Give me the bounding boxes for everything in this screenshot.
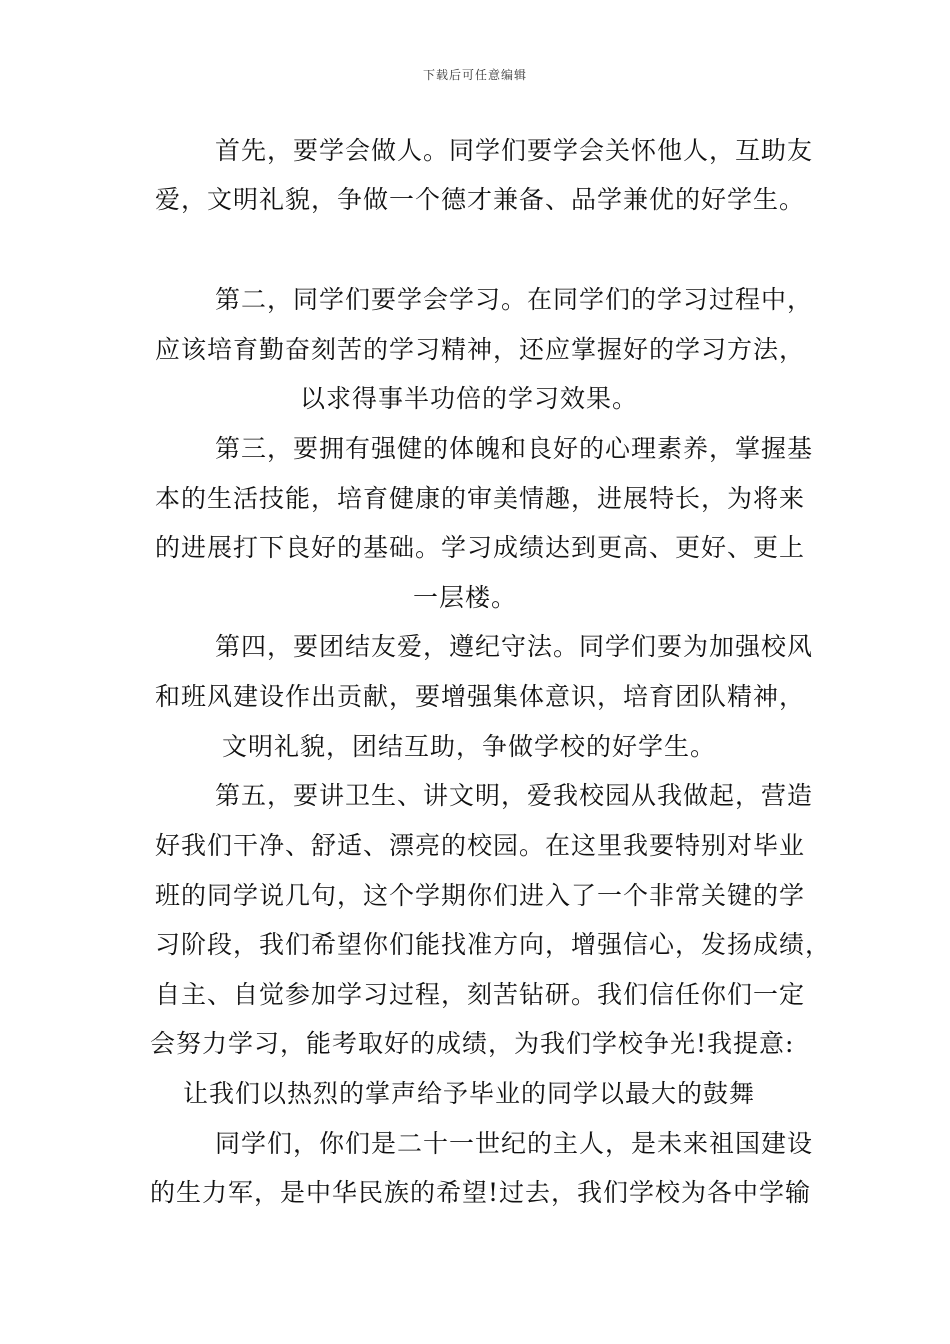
text-line: 爱，文明礼貌，争做一个德才兼备、品学兼优的好学生。 — [155, 185, 806, 214]
text-line: 的生力军，是中华民族的希望!过去，我们学校为各中学输 — [150, 1178, 812, 1207]
text-line: 让我们以热烈的掌声给予毕业的同学以最大的鼓舞 — [183, 1079, 756, 1108]
text-line: 和班风建设作出贡献，要增强集体意识，培育团队精神， — [155, 682, 806, 711]
text-line: 首先，要学会做人。同学们要学会关怀他人，互助友 — [215, 136, 814, 165]
text-line: 以求得事半功倍的学习效果。 — [300, 384, 639, 413]
text-line: 会努力学习，能考取好的成绩，为我们学校争光!我提意: — [150, 1029, 795, 1058]
text-line: 应该培育勤奋刻苦的学习精神，还应掌握好的学习方法， — [155, 335, 806, 364]
text-line: 同学们，你们是二十一世纪的主人，是未来祖国建设 — [215, 1129, 814, 1158]
text-line: 自主、自觉参加学习过程，刻苦钻研。我们信任你们一定 — [155, 980, 806, 1009]
text-line: 一层楼。 — [413, 583, 518, 612]
text-line: 第五，要讲卫生、讲文明，爱我校园从我做起，营造 — [215, 781, 814, 810]
text-line: 第三，要拥有强健的体魄和良好的心理素养，掌握基 — [215, 434, 814, 463]
text-line: 第四，要团结友爱，遵纪守法。同学们要为加强校风 — [215, 632, 814, 661]
text-line: 班的同学说几句，这个学期你们进入了一个非常关键的学 — [155, 881, 806, 910]
text-line: 好我们干净、舒适、漂亮的校园。在这里我要特别对毕业 — [155, 831, 806, 860]
page-header: 下载后可任意编辑 — [422, 68, 527, 82]
text-line: 的进展打下良好的基础。学习成绩达到更高、更好、更上 — [155, 533, 806, 562]
text-line: 第二，同学们要学会学习。在同学们的学习过程中， — [215, 285, 814, 314]
text-line: 文明礼貌，团结互助，争做学校的好学生。 — [222, 732, 717, 761]
text-line: 习阶段，我们希望你们能找准方向，增强信心，发扬成绩， — [155, 930, 832, 959]
text-line: 本的生活技能，培育健康的审美情趣，进展特长，为将来 — [155, 484, 806, 513]
